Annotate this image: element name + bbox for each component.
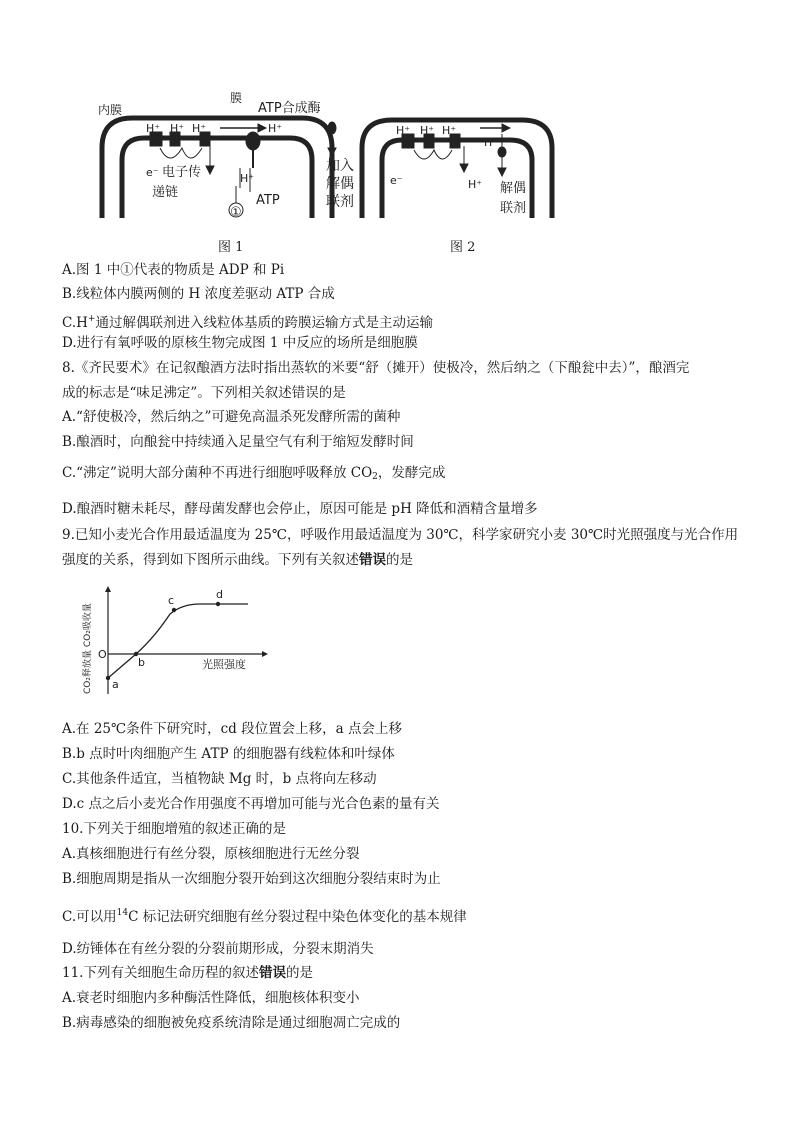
- q8-option-c: C.“沸定”说明大部分菌种不再进行细胞呼吸释放 $CO_2$，发酵完成: [62, 465, 446, 482]
- fig1-h-plus-4: H⁺: [268, 122, 283, 135]
- q8-option-d: D.酿酒时糖未耗尽，酵母菌发酵也会停止，原因可能是 pH 降低和酒精含量增多: [62, 501, 538, 517]
- fig1-h-plus-1: H⁺: [146, 122, 161, 135]
- fig1-atp-synthase-label: ATP合成酶: [258, 101, 321, 116]
- fig1-diagram: [102, 118, 332, 218]
- chart-label-c: c: [168, 594, 175, 607]
- fig2-uncoupler-label-2: 联剂: [500, 201, 527, 216]
- mitochondria-figure: [90, 88, 560, 228]
- chart-origin-label: O: [98, 648, 107, 661]
- arrow-label-5: 联: [326, 194, 340, 210]
- fig1-circle-one: ①: [230, 205, 242, 220]
- q7-option-a: A.图 1 中①代表的物质是 ADP 和 Pi: [62, 262, 285, 278]
- fig1-outer-membrane-label: 膜: [230, 91, 243, 105]
- fig2-electron-label: e⁻: [390, 174, 403, 187]
- chart-label-a: a: [112, 678, 119, 691]
- fig1-caption: 图 1: [218, 240, 244, 255]
- q9-option-b: B.b 点时叶肉细胞产生 ATP 的细胞器有线粒体和叶绿体: [62, 746, 395, 762]
- arrow-label-3: 解: [326, 176, 340, 192]
- arrow-label-6: 剂: [340, 194, 354, 210]
- fig1-h-plus-3: H⁺: [192, 122, 207, 135]
- q11-stem: 11.下列有关细胞生命历程的叙述错误的是: [62, 965, 313, 981]
- chart-point-d: [216, 602, 220, 606]
- q8-stem-line2: 成的标志是“味足沸定”。下列相关叙述错误的是: [62, 385, 346, 401]
- q11-option-b: B.病毒感染的细胞被免疫系统清除是通过细胞凋亡完成的: [62, 1015, 401, 1031]
- fig1-inner-membrane-label: 内膜: [98, 103, 123, 117]
- q10-option-a: A.真核细胞进行有丝分裂，原核细胞进行无丝分裂: [62, 846, 360, 862]
- chart-point-a: [106, 676, 110, 680]
- chart-ylabel: CO₂释放量 CO₂吸收量: [83, 603, 93, 694]
- fig2-h-plus-4: H⁺: [484, 136, 499, 149]
- q9-stem-line2: 强度的关系，得到如下图所示曲线。下列有关叙述错误的是: [62, 552, 413, 568]
- arrow-label-2: 入: [340, 158, 354, 174]
- fig1-h-plus-5: H⁺: [240, 172, 255, 185]
- fig1-etc-label-2: 递链: [152, 185, 179, 200]
- q10-option-c: C.可以用$^{14}$C 标记法研究细胞有丝分裂过程中染色体变化的基本规律: [62, 908, 467, 925]
- fig1-atp-label: ATP: [256, 193, 280, 208]
- q10-stem: 10.下列关于细胞增殖的叙述正确的是: [62, 821, 286, 837]
- chart-label-d: d: [216, 588, 223, 601]
- fig2-h-plus-3: H⁺: [442, 124, 457, 137]
- arrow-label-4: 偶: [340, 176, 354, 192]
- chart-label-b: b: [138, 656, 145, 669]
- q8-option-a: A.“舒使极冷，然后纳之”可避免高温杀死发酵所需的菌种: [62, 409, 401, 425]
- q8-option-b: B.酿酒时，向酿瓮中持续通入足量空气有利于缩短发酵时间: [62, 434, 414, 450]
- fig2-h-plus-2: H⁺: [420, 124, 435, 137]
- q10-option-b: B.细胞周期是指从一次细胞分裂开始到这次细胞分裂结束时为止: [62, 871, 441, 887]
- q10-option-d: D.纺锤体在有丝分裂的分裂前期形成，分裂末期消失: [62, 941, 374, 957]
- fig1-h-plus-2: H⁺: [170, 122, 185, 135]
- q7-option-c: C.H+通过解偶联剂进入线粒体基质的跨膜运输方式是主动运输: [62, 314, 433, 331]
- q9-option-d: D.c 点之后小麦光合作用强度不再增加可能与光合色素的量有关: [62, 796, 440, 812]
- q8-stem-line1: 8.《齐民要术》在记叙酿酒方法时指出蒸软的米要“舒（摊开）使极冷，然后纳之（下酿瓮中去）”，酿酒完: [62, 360, 690, 376]
- chart-point-c: [172, 608, 176, 612]
- arrow-label-1: 加: [326, 158, 340, 174]
- fig2-h-plus-1: H⁺: [396, 124, 411, 137]
- chart-xlabel: 光照强度: [202, 658, 246, 671]
- q11-option-a: A.衰老时细胞内多种酶活性降低，细胞核体积变小: [62, 990, 360, 1006]
- fig2-uncoupler-label-1: 解偶: [500, 181, 527, 196]
- light-intensity-chart: [70, 584, 280, 700]
- fig2-h-plus-5: H⁺: [468, 178, 483, 191]
- q9-option-c: C.其他条件适宜，当植物缺 Mg 时，b 点将向左移动: [62, 771, 377, 787]
- q9-option-a: A.在 25℃条件下研究时，cd 段位置会上移，a 点会上移: [62, 721, 402, 737]
- q7-option-b: B.线粒体内膜两侧的 H 浓度差驱动 ATP 合成: [62, 286, 335, 302]
- fig2-caption: 图 2: [450, 240, 476, 255]
- q7-option-d: D.进行有氧呼吸的原核生物完成图 1 中反应的场所是细胞膜: [62, 335, 418, 351]
- q9-stem-line1: 9.已知小麦光合作用最适温度为 25℃，呼吸作用最适温度为 30℃，科学家研究小麦 30℃时光照强度与光合作用: [62, 527, 739, 543]
- fig1-electron-label: e⁻: [146, 166, 159, 179]
- fig1-etc-label-1: 电子传: [162, 165, 202, 180]
